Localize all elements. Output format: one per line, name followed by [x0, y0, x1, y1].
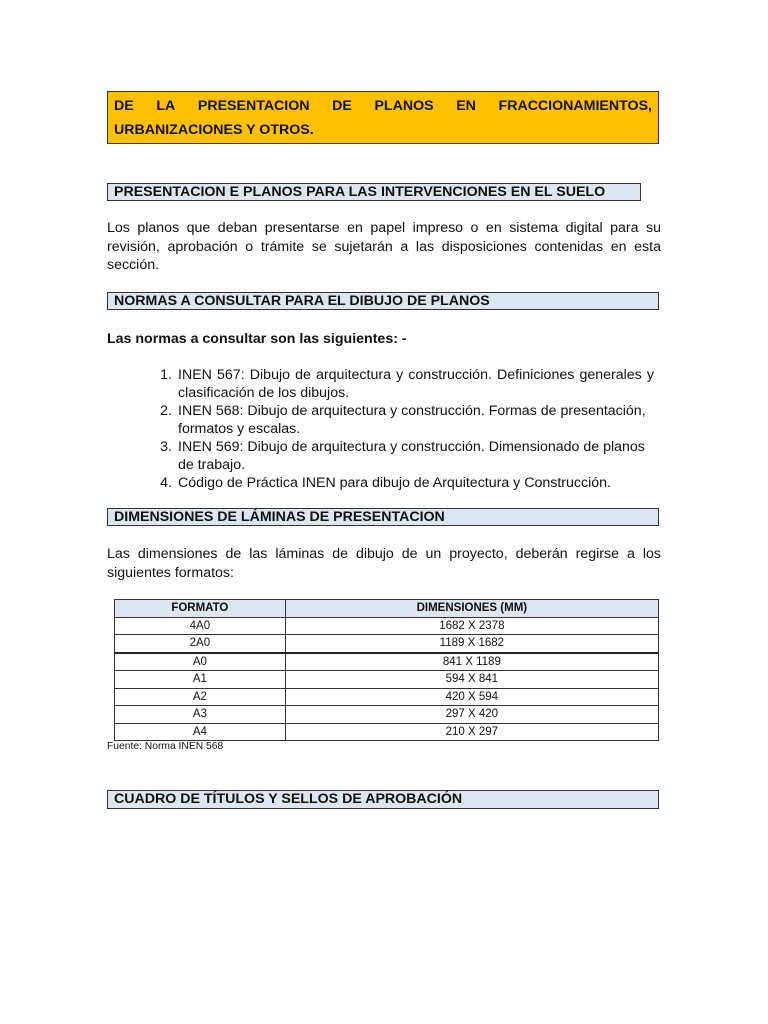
list-item [148, 366, 654, 402]
section-heading-normas: NORMAS A CONSULTAR PARA EL DIBUJO DE PLANOS [107, 292, 659, 310]
list-item-number: 3. [160, 439, 172, 455]
table-row [115, 706, 659, 724]
list-item-text: INEN 568: Dibujo de arquitectura y construcción. Formas de presentación, formatos y escalas. [178, 403, 646, 437]
column-header-formato: FORMATO [115, 600, 286, 618]
list-item-number: 4. [160, 475, 172, 491]
table-row [115, 617, 659, 635]
section-heading-dimensiones: DIMENSIONES DE LÁMINAS DE PRESENTACION [107, 508, 659, 526]
title-word: PLANOS [374, 98, 434, 114]
formats-table [114, 599, 659, 741]
table-row [115, 671, 659, 689]
dimensiones-paragraph: Las dimensiones de las láminas de dibujo de un proyecto, deberán regirse a los siguientes formatos: [107, 546, 661, 581]
list-item-text: Código de Práctica INEN para dibujo de Arquitectura y Construcción. [178, 475, 611, 491]
table-header-row [115, 600, 659, 618]
title-word: DE [332, 98, 352, 114]
table-cell-formato: A4 [115, 723, 286, 741]
table-row [115, 635, 659, 653]
section-heading-suelo: PRESENTACION E PLANOS PARA LAS INTERVENCIONES EN EL SUELO [107, 183, 641, 201]
list-item [148, 402, 654, 438]
title-line-2: URBANIZACIONES Y OTROS. [114, 122, 314, 138]
table-row [115, 723, 659, 741]
table-cell-dimensiones: 1682 X 2378 [285, 617, 658, 635]
intro-paragraph: Los planos que deban presentarse en papel impreso o en sistema digital para su revisión, aprobación o trámite se sujetarán a las disposiciones contenidas en esta sección. [107, 220, 661, 273]
table-row [115, 688, 659, 706]
title-line-1 [114, 94, 652, 118]
table-cell-formato: A1 [115, 671, 286, 689]
table-source-note: Fuente: Norma INEN 568 [107, 741, 224, 752]
section-heading-cuadro: CUADRO DE TÍTULOS Y SELLOS DE APROBACIÓN [107, 790, 659, 809]
table-cell-dimensiones: 420 X 594 [285, 688, 658, 706]
normas-lead: Las normas a consultar son las siguientes: - [107, 331, 407, 347]
table-cell-formato: 2A0 [115, 635, 286, 653]
table-cell-dimensiones: 210 X 297 [285, 723, 658, 741]
title-word: LA [156, 98, 176, 114]
table-cell-formato: A3 [115, 706, 286, 724]
list-item-number: 2. [160, 403, 172, 419]
list-item [148, 438, 654, 474]
title-word: DE [114, 98, 134, 114]
table-cell-formato: A2 [115, 688, 286, 706]
normas-list [148, 366, 654, 492]
list-item-text: INEN 567: Dibujo de arquitectura y construcción. Definiciones generales y clasificación de los dibujos. [178, 367, 654, 401]
table-cell-dimensiones: 297 X 420 [285, 706, 658, 724]
table-cell-dimensiones: 1189 X 1682 [285, 635, 658, 653]
table-cell-formato: 4A0 [115, 617, 286, 635]
table-cell-dimensiones: 841 X 1189 [285, 653, 658, 671]
table-cell-formato: A0 [115, 653, 286, 671]
table-row [115, 653, 659, 671]
list-item [148, 474, 654, 492]
table-cell-dimensiones: 594 X 841 [285, 671, 658, 689]
title-word: FRACCIONAMIENTOS, [498, 98, 652, 114]
title-word: EN [456, 98, 476, 114]
list-item-text: INEN 569: Dibujo de arquitectura y construcción. Dimensionado de planos de trabajo. [178, 439, 645, 473]
document-title-box [107, 91, 659, 144]
title-word: PRESENTACION [197, 98, 310, 114]
list-item-number: 1. [160, 367, 172, 383]
column-header-dimensiones: DIMENSIONES (MM) [285, 600, 658, 618]
